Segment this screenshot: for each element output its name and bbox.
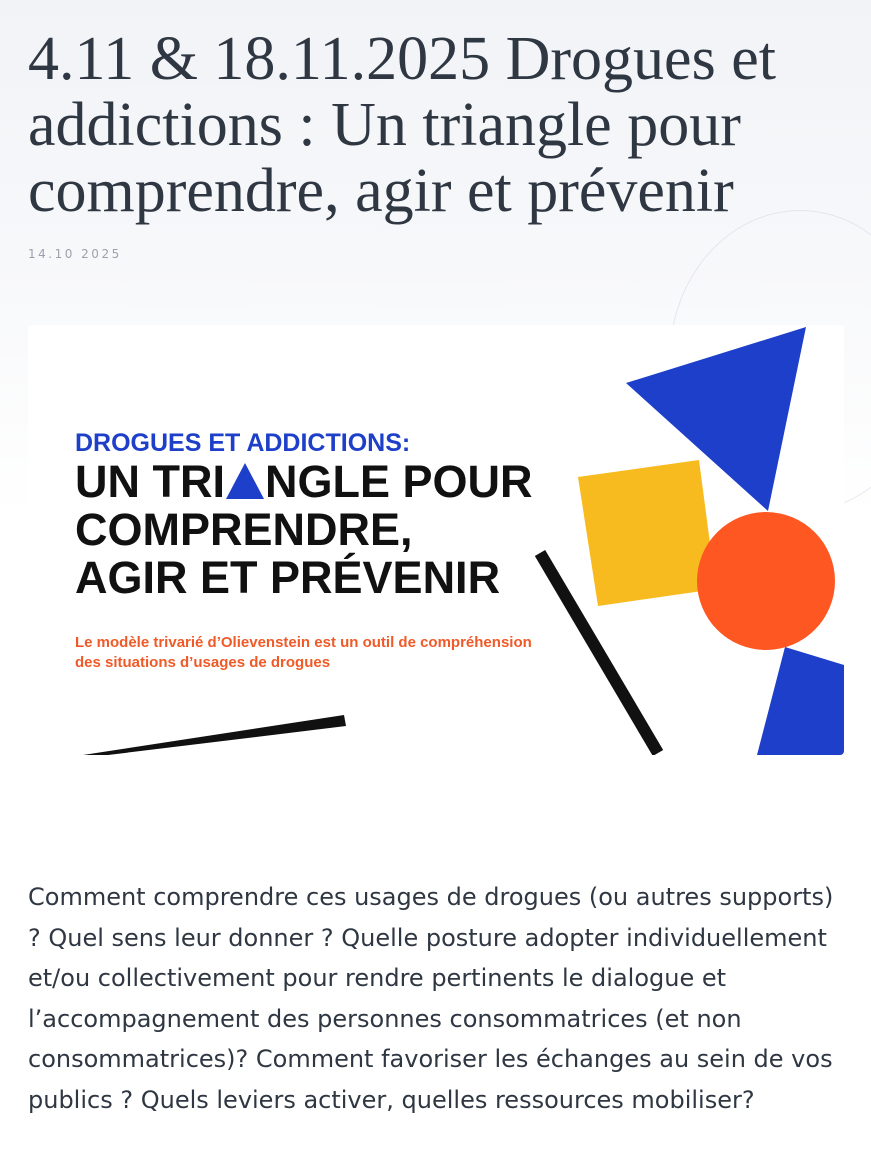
headline-part-after: NGLE POUR	[265, 456, 533, 507]
article-title: 4.11 & 18.11.2025 Drogues et addictions : Un triangle pour comprendre, agir et prévenir	[28, 25, 776, 225]
triangle-letter-a-icon	[226, 463, 264, 499]
headline-part-before: UN TRI	[75, 456, 225, 507]
banner-headline-line-1	[75, 458, 533, 506]
banner-subtitle-line-1: Le modèle trivarié d’Olievenstein est un outil de compréhension	[75, 634, 532, 651]
blue-quad-shape	[757, 647, 844, 755]
article-banner-image	[28, 325, 844, 755]
banner-kicker: DROGUES ET ADDICTIONS:	[75, 429, 411, 457]
article-date: 14.10 2025	[28, 247, 122, 261]
banner-subtitle	[75, 633, 575, 673]
orange-circle-shape	[697, 512, 835, 650]
banner-headline	[75, 458, 533, 602]
banner-headline-line-2: COMPRENDRE,	[75, 504, 413, 555]
banner-subtitle-line-2: des situations d’usages de drogues	[75, 654, 331, 671]
black-wedge-line	[83, 715, 346, 755]
yellow-square-shape	[578, 460, 716, 606]
article-intro-paragraph: Comment comprendre ces usages de drogues (ou autres supports) ? Quel sens leur donner ? Quelle posture adopter individuellement et/ou collectivement pour rendre pertinents le dialogue et l’accompagnement des personnes consommatrices (et non consommatrices)? Comment favoriser les échanges au sein de vos publics ? Quels leviers activer, quelles ressources mobiliser?	[28, 883, 834, 1114]
banner-headline-line-3: AGIR ET PRÉVENIR	[75, 552, 501, 603]
